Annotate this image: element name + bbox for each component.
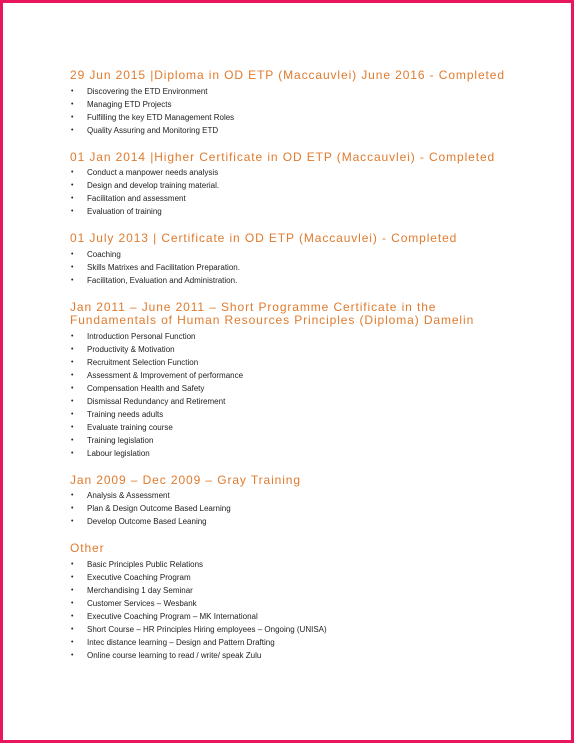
list-item: • Analysis & Assessment <box>71 491 170 500</box>
list-item: • Skills Matrixes and Facilitation Preparation. <box>71 262 240 272</box>
education-section-higher-certificate-2014 <box>68 151 508 219</box>
list-item: • Online course learning to read / write/ speak Zulu <box>71 650 262 660</box>
bullet-icon: • <box>71 560 74 568</box>
list-item: • Merchandising 1 day Seminar <box>71 585 193 595</box>
list-item: • Training needs adults <box>71 409 164 419</box>
list-item: • Introduction Personal Function <box>71 331 196 341</box>
list-item: • Executive Coaching Program – MK International <box>71 611 258 621</box>
section-heading: 29 Jun 2015 |Diploma in OD ETP (Maccauvlei) June 2016 - Completed <box>70 68 505 82</box>
bullet-icon: • <box>71 492 74 499</box>
list-item: • Assessment & Improvement of performance <box>71 370 244 380</box>
bullet-icon: • <box>71 358 74 366</box>
list-item: • Managing ETD Projects <box>71 99 172 109</box>
document-content <box>68 69 508 676</box>
list-item: • Short Course – HR Principles Hiring employees – Ongoing (UNISA) <box>71 624 327 634</box>
bullet-icon: • <box>71 250 74 258</box>
bullet-icon: • <box>71 113 74 121</box>
list-item: • Labour legislation <box>71 448 150 458</box>
list-item: • Plan & Design Outcome Based Learning <box>71 504 231 513</box>
bullet-icon: • <box>71 651 74 659</box>
bullet-icon: • <box>71 87 74 95</box>
bullet-icon: • <box>71 345 74 353</box>
list-item: • Dismissal Redundancy and Retirement <box>71 396 226 406</box>
bullet-icon: • <box>71 638 74 646</box>
list-item: • Conduct a manpower needs analysis <box>71 168 219 177</box>
bullet-icon: • <box>71 436 74 444</box>
bullet-icon: • <box>71 586 74 594</box>
bullet-icon: • <box>71 263 74 271</box>
list-item: • Discovering the ETD Environment <box>71 86 208 96</box>
education-section-diploma-2015 <box>68 69 508 137</box>
section-heading: Jan 2009 – Dec 2009 – Gray Training <box>70 472 301 487</box>
bullet-icon: • <box>71 599 74 607</box>
bullet-icon: • <box>71 505 74 512</box>
bullet-icon: • <box>71 423 74 431</box>
list-item: • Evaluate training course <box>71 422 173 432</box>
list-item: • Facilitation and assessment <box>71 194 186 203</box>
list-item: • Recruitment Selection Function <box>71 357 199 367</box>
bullet-icon: • <box>71 371 74 379</box>
bullet-icon: • <box>71 182 74 189</box>
list-item: • Coaching <box>71 249 121 259</box>
list-item: • Quality Assuring and Monitoring ETD <box>71 125 219 135</box>
list-item: • Basic Principles Public Relations <box>71 559 204 569</box>
bullet-icon: • <box>71 276 74 284</box>
bullet-list <box>68 85 508 137</box>
education-section-certificate-2013 <box>68 232 508 287</box>
bullet-icon: • <box>71 449 74 457</box>
bullet-icon: • <box>71 208 74 215</box>
education-section-other <box>68 542 508 662</box>
section-heading: 01 July 2013 | Certificate in OD ETP (Maccauvlei) - Completed <box>70 231 458 245</box>
bullet-icon: • <box>71 169 74 176</box>
bullet-icon: • <box>71 625 74 633</box>
bullet-list <box>68 166 508 218</box>
list-item: • Evaluation of training <box>71 207 162 216</box>
education-section-gray-training-2009 <box>68 474 508 529</box>
bullet-icon: • <box>71 384 74 392</box>
bullet-list <box>68 330 508 460</box>
education-section-hr-programme-2011 <box>68 301 508 460</box>
bullet-icon: • <box>71 573 74 581</box>
list-item: • Productivity & Motivation <box>71 344 175 354</box>
section-heading: Other <box>70 541 105 555</box>
bullet-icon: • <box>71 195 74 202</box>
section-heading: Jan 2011 – June 2011 – Short Programme Certificate in the Fundamentals of Human Resources Principles (Diploma) Damelin <box>70 299 475 327</box>
list-item: • Training legislation <box>71 435 154 445</box>
list-item: • Design and develop training material. <box>71 181 220 190</box>
bullet-icon: • <box>71 332 74 340</box>
list-item: • Executive Coaching Program <box>71 572 191 582</box>
bullet-list <box>68 248 508 287</box>
list-item: • Customer Services – Wesbank <box>71 598 197 608</box>
list-item: • Facilitation, Evaluation and Administration. <box>71 275 238 285</box>
list-item: • Fulfilling the key ETD Management Roles <box>71 112 235 122</box>
bullet-icon: • <box>71 612 74 620</box>
list-item: • Intec distance learning – Design and Pattern Drafting <box>71 637 275 647</box>
bullet-icon: • <box>71 410 74 418</box>
bullet-icon: • <box>71 100 74 108</box>
list-item: • Compensation Health and Safety <box>71 383 205 393</box>
section-heading: 01 Jan 2014 |Higher Certificate in OD ETP (Maccauvlei) - Completed <box>70 149 496 164</box>
bullet-icon: • <box>71 397 74 405</box>
bullet-list <box>68 489 508 528</box>
bullet-icon: • <box>71 126 74 134</box>
list-item: • Develop Outcome Based Leaning <box>71 517 207 526</box>
bullet-icon: • <box>71 518 74 525</box>
bullet-list <box>68 558 508 662</box>
